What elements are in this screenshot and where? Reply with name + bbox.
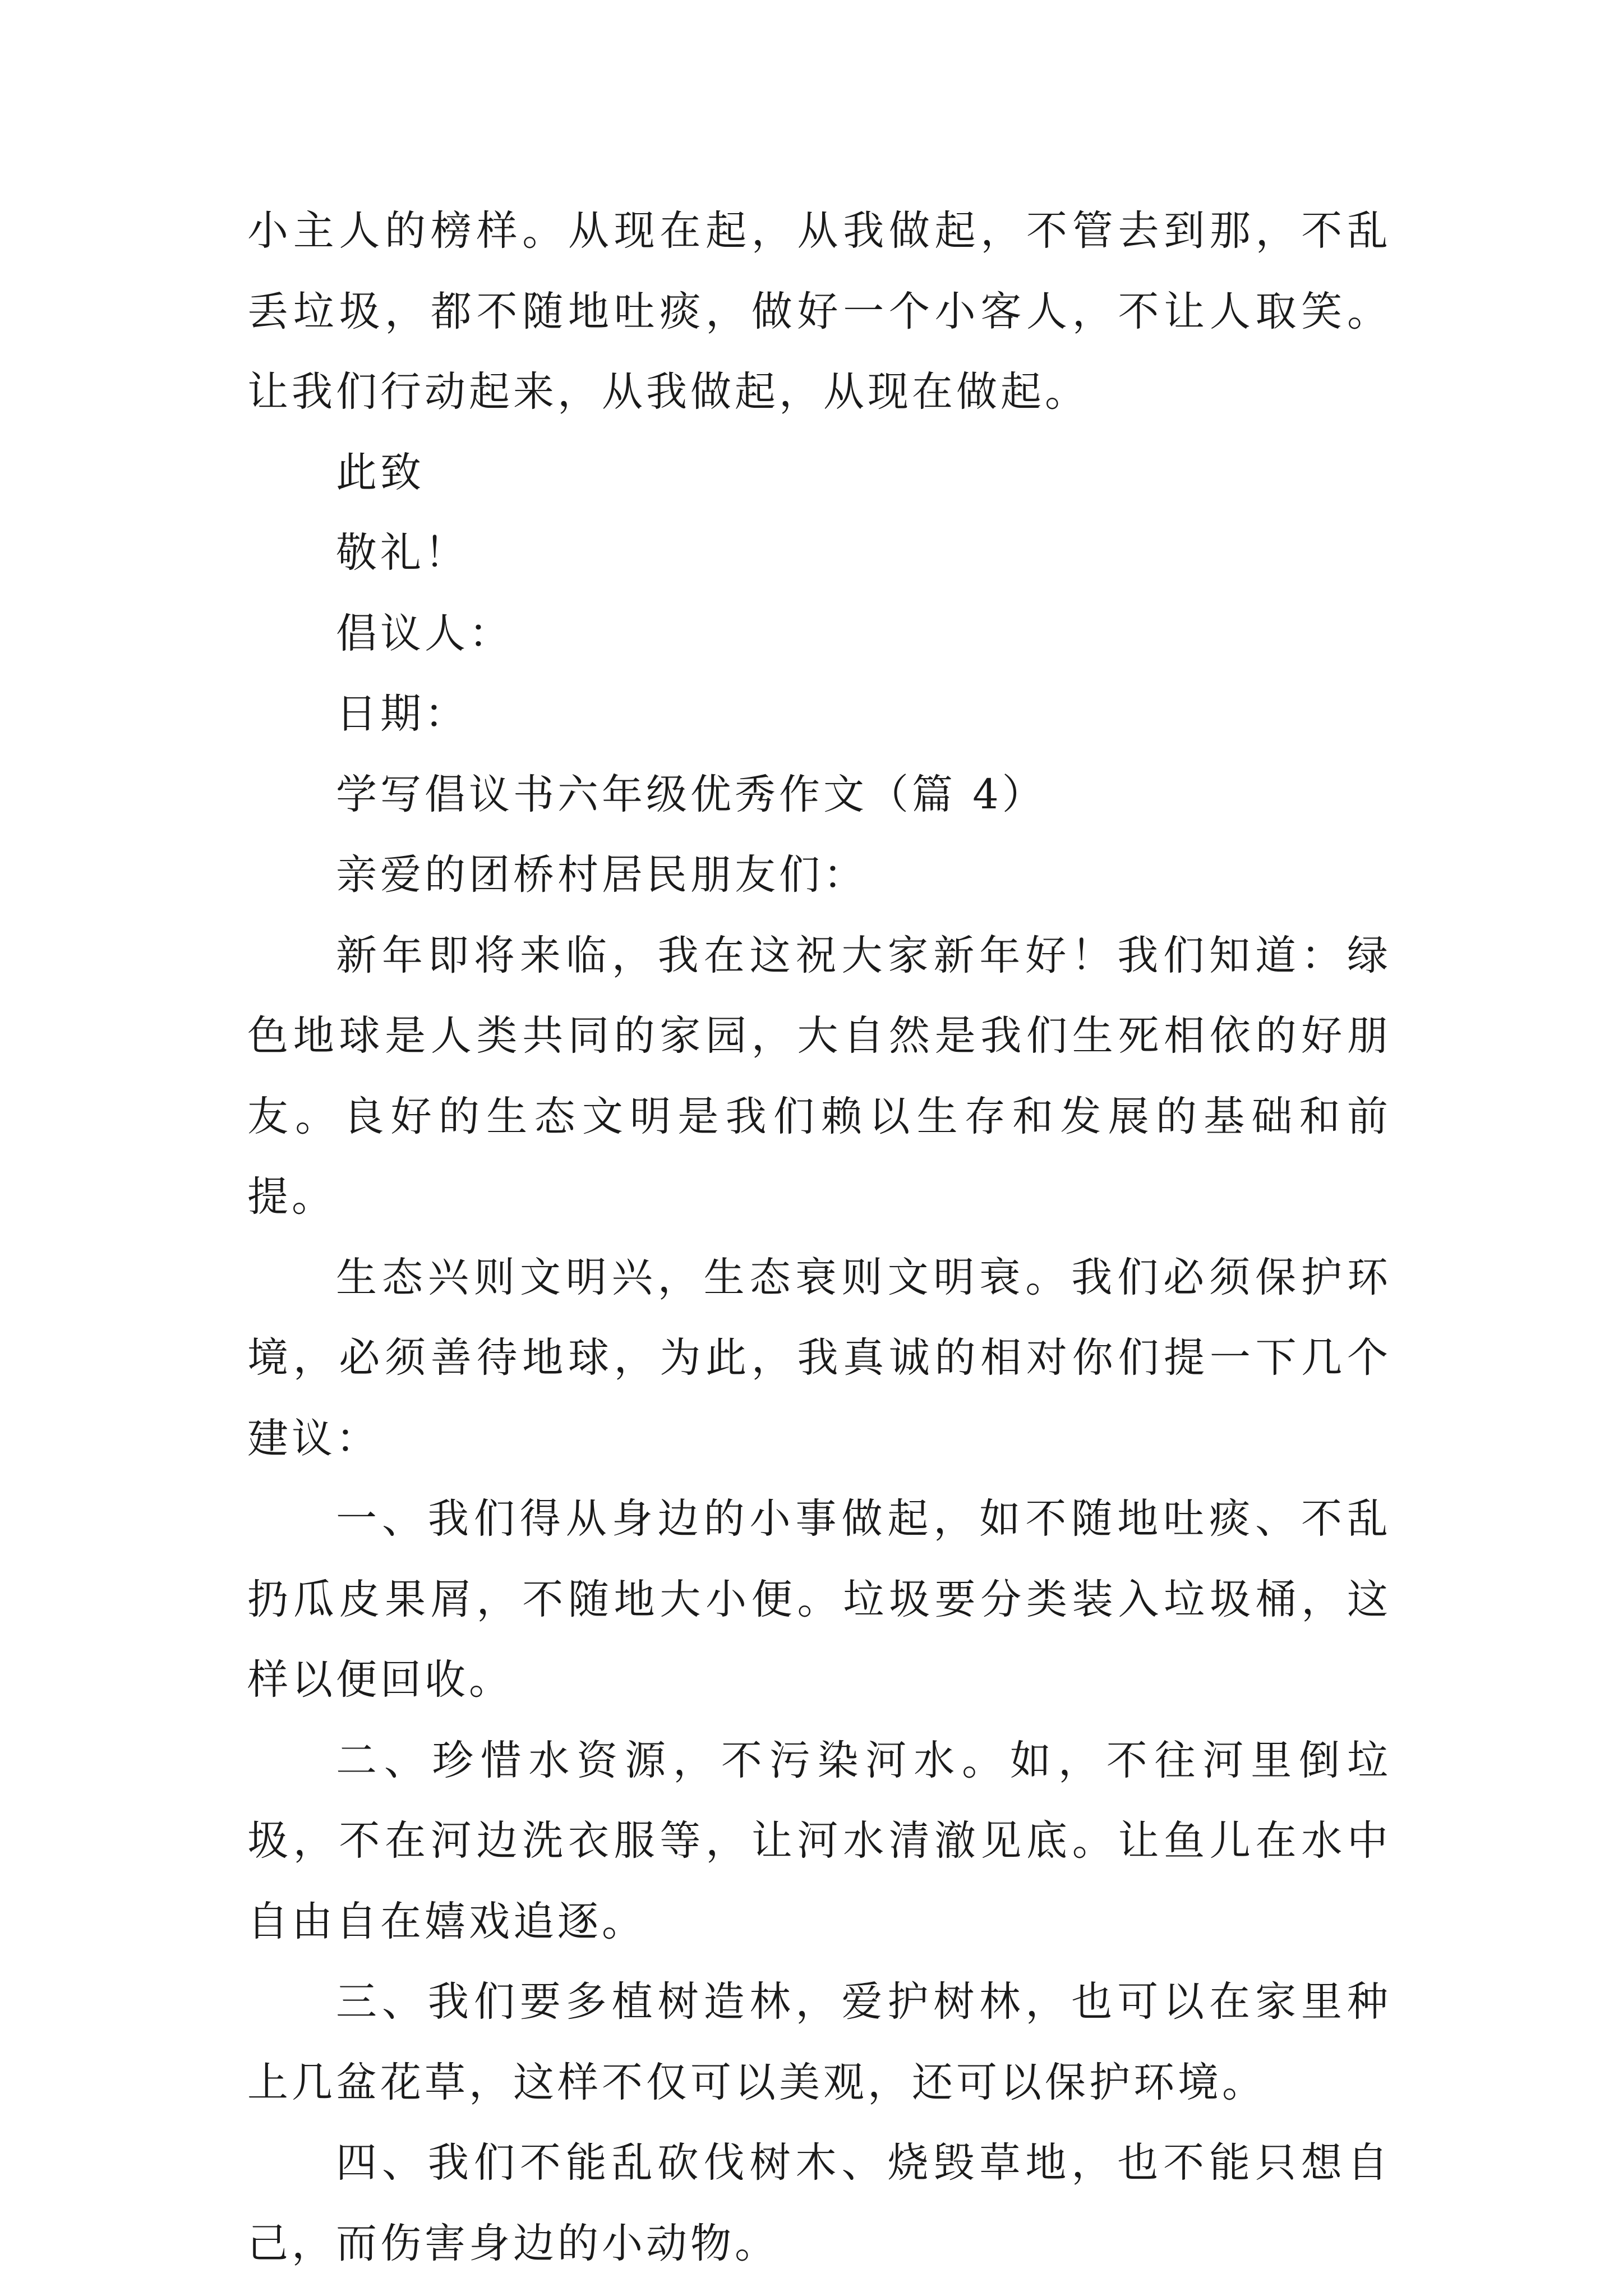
paragraph-5: 日期： <box>336 690 469 738</box>
paragraph-10: 一、我们得从身边的小事做起，如不随地吐痰、不乱扔瓜皮果屑，不随地大小便。垃圾要分类装入垃圾桶，这样以便回收。 <box>247 1495 1391 1704</box>
paragraph-8: 新年即将来临，我在这祝大家新年好！我们知道：绿色地球是人类共同的家园，大自然是我们生死相依的好朋友。良好的生态文明是我们赖以生存和发展的基础和前提。 <box>247 931 1391 1221</box>
salutation: 亲爱的团桥村居民朋友们： <box>336 851 868 899</box>
paragraph-1: 小主人的榜样。从现在起，从我做起，不管去到那，不乱丢垃圾，都不随地吐痰，做好一个小客人，不让人取笑。让我们行动起来，从我做起，从现在做起。 <box>247 207 1391 416</box>
paragraph-12: 三、我们要多植树造林，爱护树林，也可以在家里种上几盆花草，这样不仅可以美观，还可以保护环境。 <box>247 1978 1391 2106</box>
paragraph-2: 此致 <box>336 448 425 496</box>
document-body <box>247 191 1391 2284</box>
paragraph-13: 四、我们不能乱砍伐树木、烧毁草地，也不能只想自己，而伤害身边的小动物。 <box>247 2139 1391 2267</box>
paragraph-11: 二、珍惜水资源，不污染河水。如，不往河里倒垃圾，不在河边洗衣服等，让河水清澈见底。让鱼儿在水中自由自在嬉戏追逐。 <box>247 1736 1391 1945</box>
paragraph-3: 敬礼！ <box>336 529 469 577</box>
paragraph-4: 倡议人： <box>336 609 513 657</box>
paragraph-9: 生态兴则文明兴，生态衰则文明衰。我们必须保护环境，必须善待地球，为此，我真诚的相对你们提一下几个建议： <box>247 1253 1391 1462</box>
section-heading: 学写倡议书六年级优秀作文（篇 4） <box>336 770 1046 818</box>
